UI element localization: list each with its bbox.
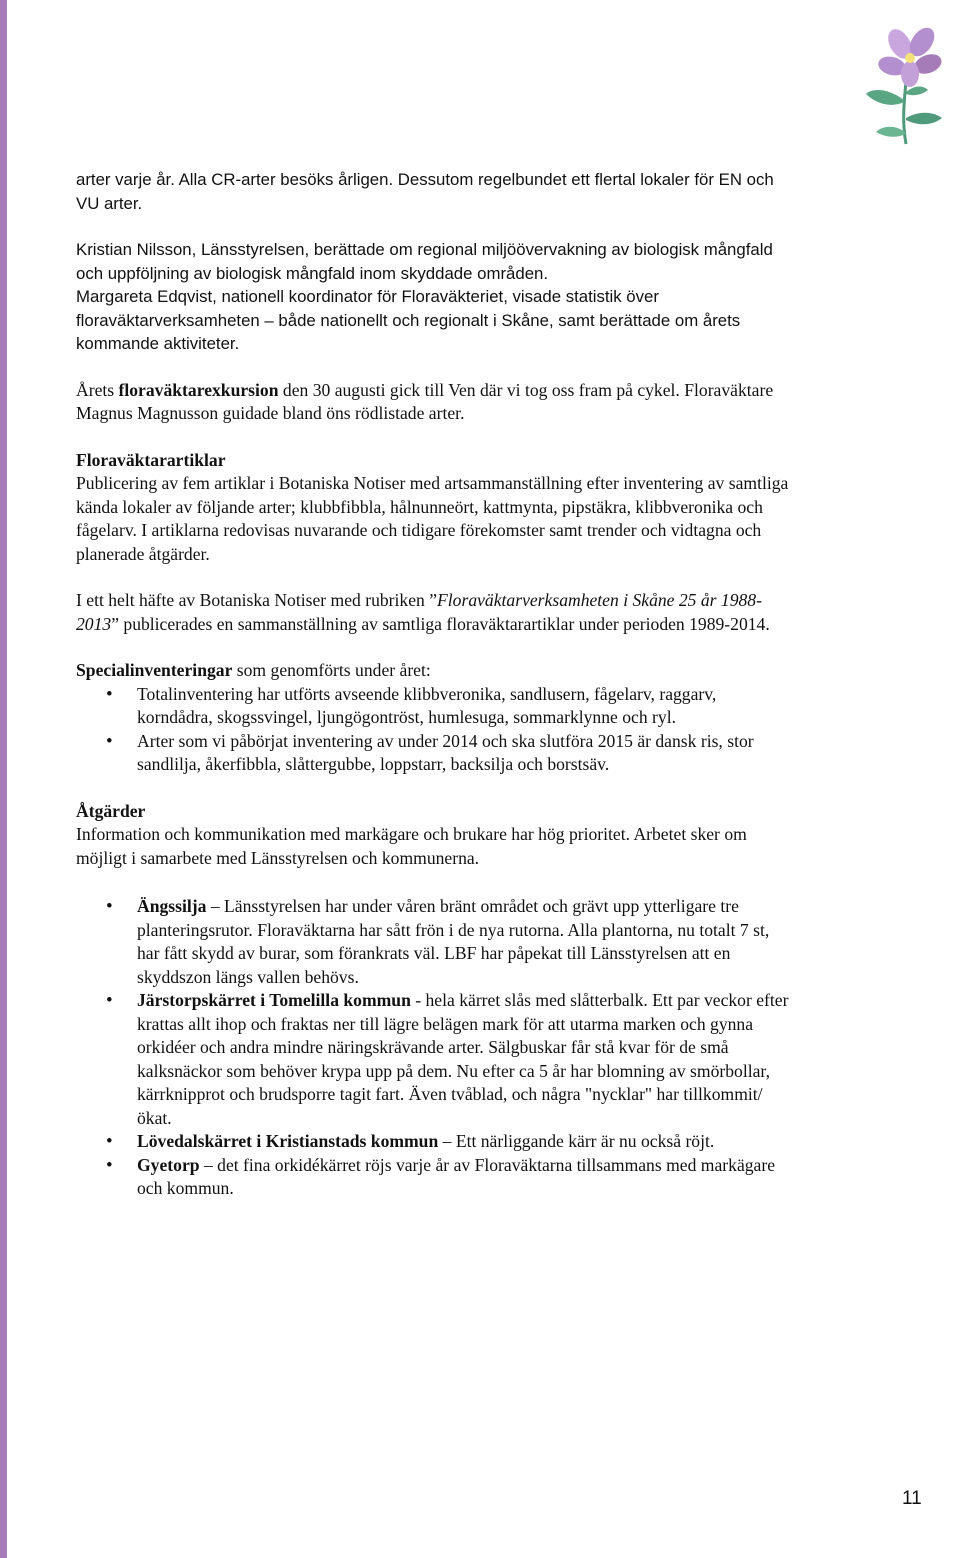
paragraph-excursion: [76, 379, 796, 426]
excursion-prefix: Årets: [76, 379, 119, 400]
heading-articles-text: Floraväktarartiklar: [76, 449, 226, 470]
excursion-text: den 30 augusti gick till Ven där vi tog oss fram på cykel. Floraväktare Magnus Magnusson guidade bland öns rödlistade arter.: [76, 379, 774, 423]
heading-articles: [76, 449, 796, 473]
list-item: • Totalinventering har utförts avseende klibbveronika, sandlusern, fågelarv, raggarv, korndådra, skogssvingel, ljungögontröst, humlesuga, sommarklynne och ryl.: [76, 683, 796, 730]
list-item: • Arter som vi påbörjat inventering av under 2014 och ska slutföra 2015 är dansk ris, stor sandlilja, åkerfibbla, slåttergubbe, loppstarr, backsilja och borstsäv.: [76, 730, 796, 777]
booklet-prefix: I ett helt häfte av Botaniska Notiser med rubriken ”: [76, 590, 438, 610]
list-item-bold: Gyetorp: [137, 1154, 200, 1175]
paragraph-measures: Information och kommunikation med markägare och brukare har hög prioritet. Arbetet sker om möjligt i samarbete med Länsstyrelsen och kommunerna.: [76, 824, 747, 868]
special-list: [76, 683, 796, 777]
paragraph-kristian-nilsson: Kristian Nilsson, Länsstyrelsen, berättade om regional miljöövervakning av biologisk mångfald och uppföljning av biologisk mångfald inom skyddade områden.: [76, 240, 773, 283]
list-item: [76, 895, 796, 989]
special-text: som genomförts under året:: [232, 660, 431, 680]
list-item-text: – Ett närliggande kärr är nu också röjt.: [438, 1131, 715, 1151]
list-item: [76, 1154, 796, 1201]
intro-section: [76, 168, 796, 356]
list-item-text: – det fina orkidékärret röjs varje år av Floraväktarna tillsammans med markägare och kommun.: [137, 1154, 776, 1198]
heading-measures-text: Åtgärder: [76, 800, 146, 821]
list-item: [76, 989, 796, 1130]
paragraph-special-inventories: [76, 659, 796, 683]
paragraph-booklet: [76, 589, 796, 636]
booklet-text: ” publicerades en sammanställning av samtliga floraväktarartiklar under perioden 1989-2014.: [111, 613, 770, 634]
list-item-text: - hela kärret slås med slåtterbalk. Ett par veckor efter krattas allt ihop och fraktas ner till lägre belägen mark för att utarma marken och gynna orkidéer och andra mindre näringskrävande arter. Sälgbuskar får stå kvar för de små kalksnäckor som behöver krypa upp på dem. Nu efter ca 5 år har blomning av smörbollar, kärrknipprot och brudsporre tagit fart. Även tvåblad, och några "nycklar" har tillkommit/ökat.: [137, 990, 789, 1128]
heading-measures: [76, 800, 796, 824]
paragraph-articles: Publicering av fem artiklar i Botaniska Notiser med artsammanställning efter inventering av samtliga kända lokaler av följande arter; klubbfibbla, hålnunneört, kattmynta, pipstäkra, klibbveronika och fågelarv. I artiklarna redovisas nuvarande och tidigare förekomster samt trender och vidtagna och planerade åtgärder.: [76, 473, 789, 564]
list-item-bold: Ängssilja: [137, 896, 207, 916]
booklet-title: Floraväktarverksamheten i Skåne 25 år 1988-2013: [76, 590, 762, 634]
list-item: [76, 1130, 796, 1154]
violet-flower-logo: [862, 22, 948, 150]
paragraph-cr-species: arter varje år. Alla CR-arter besöks årligen. Dessutom regelbundet ett flertal lokaler för EN och VU arter.: [76, 170, 774, 213]
list-item-bold: Lövedalskärret i Kristianstads kommun: [137, 1131, 439, 1151]
special-bold: Specialinventeringar: [76, 660, 233, 680]
paragraph-margareta-edqvist: Margareta Edqvist, nationell koordinator för Floraväkteriet, visade statistik över floraväktarverksamheten – både nationellt och regionalt i Skåne, samt berättade om årets kommande aktiviteter.: [76, 287, 741, 353]
list-item-text: – Länsstyrelsen har under våren bränt området och grävt upp ytterligare tre planteringsrutor. Floraväktarna har sått frön i de nya rutorna. Alla plantorna, nu totalt 7 st, har fått skydd av burar, som förankrats väl. LBF har påpekat till Länsstyrelsen att en skyddszon längs vallen behövs.: [137, 896, 770, 987]
page-number: 11: [902, 1488, 922, 1509]
measures-list: [76, 895, 796, 1201]
excursion-bold: floraväktarexkursion: [118, 379, 279, 400]
document-body: [76, 168, 796, 1201]
left-border-bar: [0, 0, 7, 1558]
list-item-bold: Järstorpskärret i Tomelilla kommun: [137, 990, 411, 1010]
